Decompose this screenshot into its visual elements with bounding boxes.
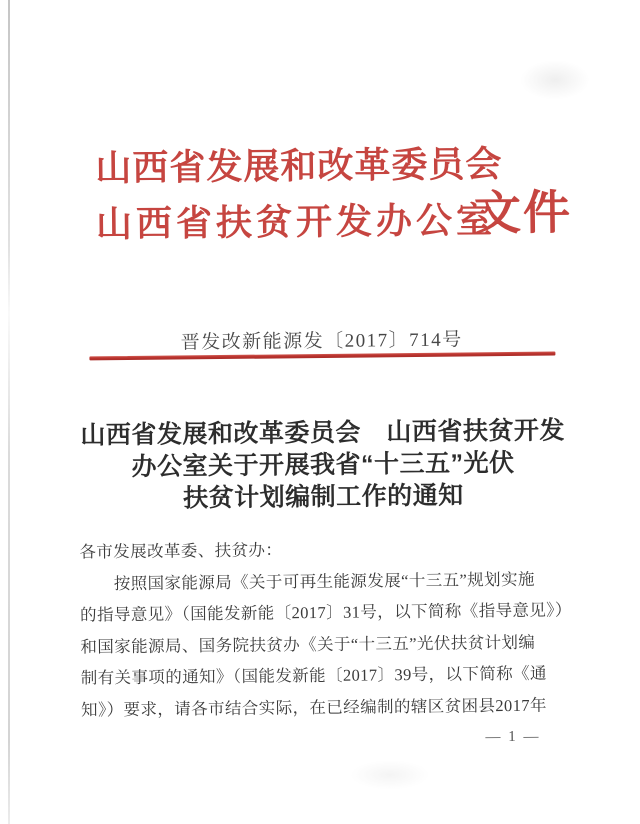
salutation-line: 各市发展改革委、扶贫办：: [79, 540, 283, 562]
page-number: — 1 —: [485, 728, 541, 746]
agency-name-line-1: 山西省发展和改革委员会: [95, 144, 503, 189]
body-text-line: 按照国家能源局《关于可再生能源发展“十三五”规划实施: [113, 569, 535, 593]
title-line-1: 山西省发展和改革委员会 山西省扶贫开发: [80, 416, 566, 450]
title-line-3: 扶贫计划编制工作的通知: [182, 481, 464, 513]
document-reference-number: 晋发改新能源发〔2017〕714号: [180, 329, 463, 354]
title-line-2: 办公室关于开展我省“十三五”光伏: [131, 448, 515, 481]
body-text-line: 制有关事项的通知》（国能发新能〔2017〕39号，以下简称《通: [80, 664, 548, 688]
body-text-line: 和国家能源局、国务院扶贫办《关于“十三五”光伏扶贫计划编: [80, 632, 536, 657]
file-label: 文件: [473, 187, 573, 241]
document-title: [0, 414, 640, 517]
document-body: [79, 531, 581, 726]
agency-name-line-2: 山西省扶贫开发办公室: [95, 200, 497, 245]
letterhead: [95, 144, 503, 245]
body-text-line: 的指导意见》（国能发新能〔2017〕31号，以下简称《指导意见》）: [80, 600, 572, 625]
body-text-line: 知》）要求，请各市结合实际，在已经编制的辖区贫困县2017年: [81, 695, 547, 720]
